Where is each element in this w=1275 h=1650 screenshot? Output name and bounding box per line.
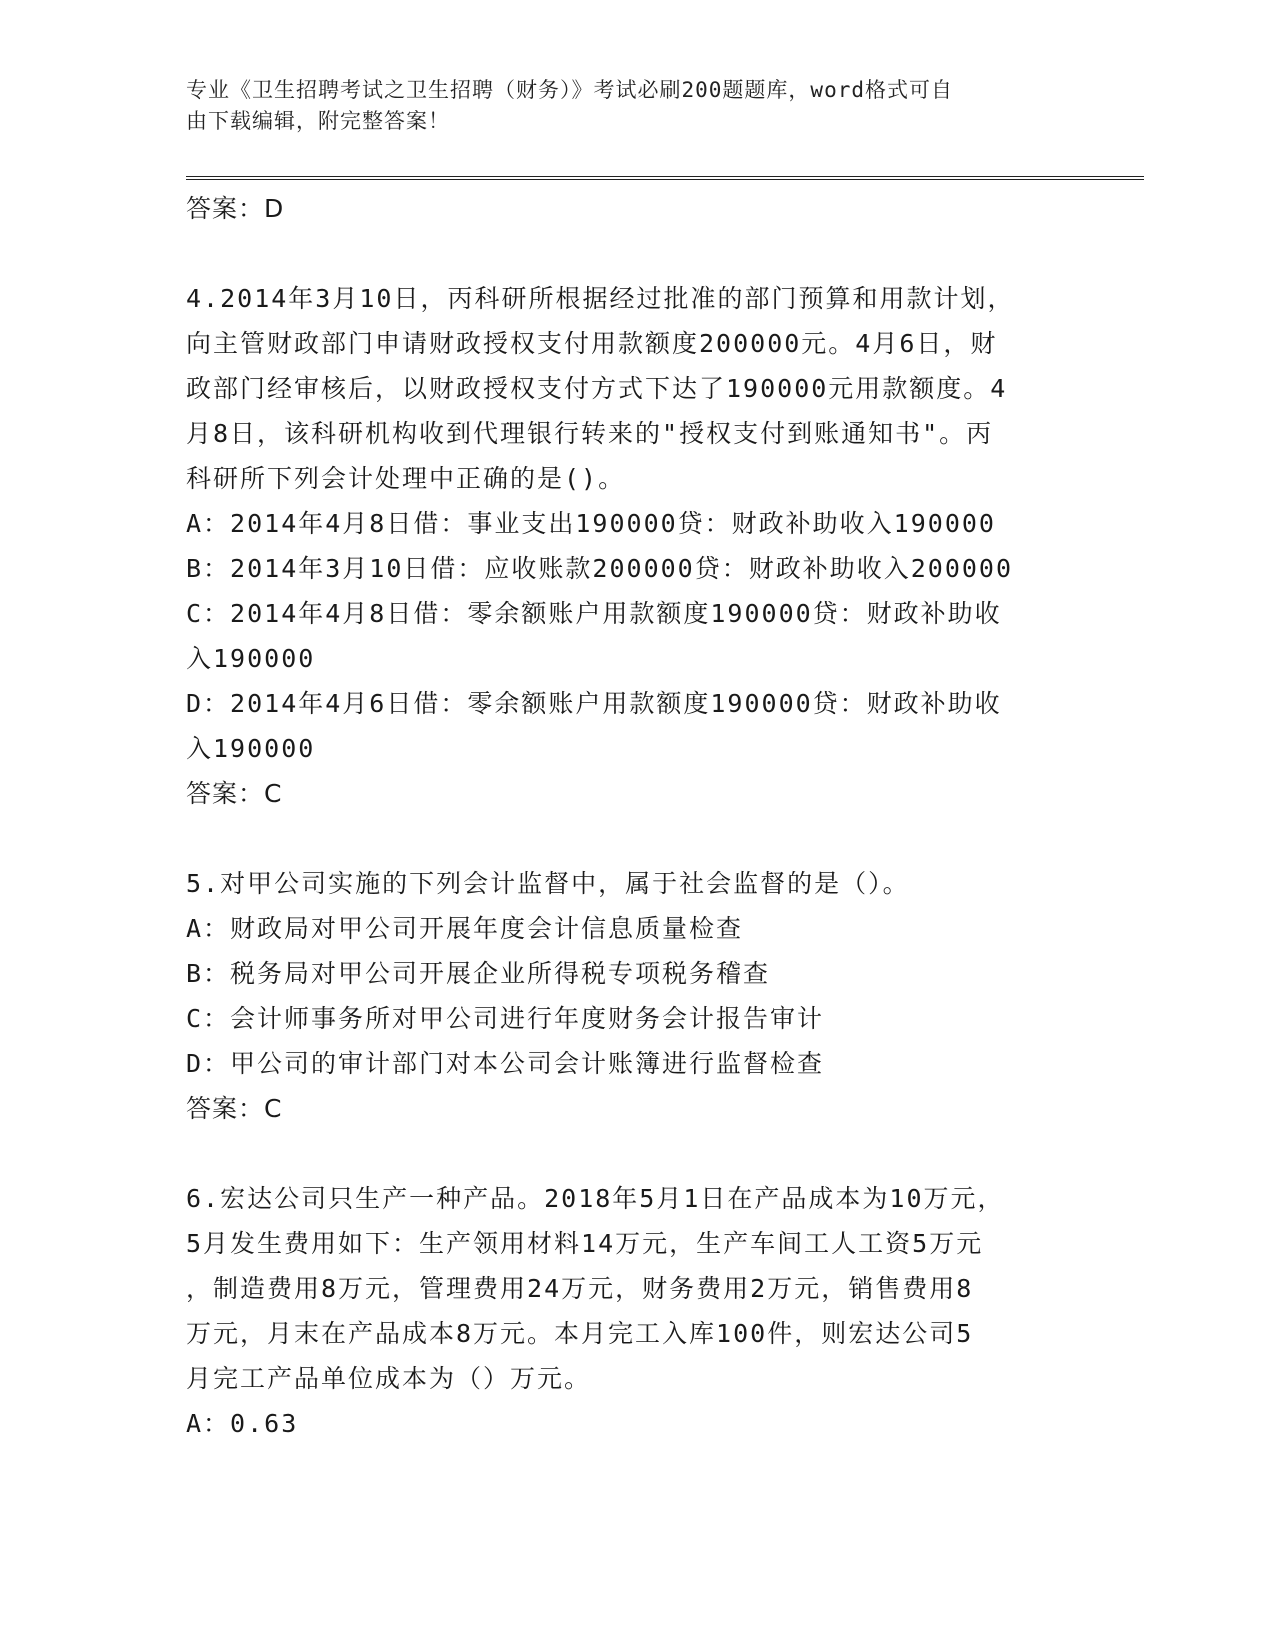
question-5-answer: 答案：C [186, 1094, 283, 1123]
question-4-option-a: A：2014年4月8日借：事业支出190000贷：财政补助收入190000 [186, 509, 996, 538]
answer-previous: 答案：D [186, 194, 285, 223]
question-4-stem-line: 月8日，该科研机构收到代理银行转来的"授权支付到账通知书"。丙 [186, 419, 994, 448]
question-6-stem-line: 月完工产品单位成本为（）万元。 [186, 1364, 592, 1393]
question-content [186, 186, 1056, 1446]
question-5-option-b: B：税务局对甲公司开展企业所得税专项税务稽查 [186, 959, 771, 988]
question-4-answer: 答案：C [186, 779, 283, 808]
question-4-option-d: D：2014年4月6日借：零余额账户用款额度190000贷：财政补助收 [186, 689, 1002, 718]
question-4-stem-line: 向主管财政部门申请财政授权支付用款额度200000元。4月6日，财 [186, 329, 998, 358]
question-4-stem-line: 4.2014年3月10日，丙科研所根据经过批准的部门预算和用款计划， [186, 284, 1015, 313]
question-4-option-c: C：2014年4月8日借：零余额账户用款额度190000贷：财政补助收 [186, 599, 1002, 628]
question-5 [186, 861, 1056, 1131]
spacer [186, 1131, 1056, 1176]
header-line-1: 专业《卫生招聘考试之卫生招聘（财务）》考试必刷200题题库，word格式可自 [186, 78, 953, 102]
header-divider [186, 176, 1144, 180]
question-4-option-d-cont: 入190000 [186, 734, 316, 763]
spacer [186, 816, 1056, 861]
question-5-option-c: C：会计师事务所对甲公司进行年度财务会计报告审计 [186, 1004, 825, 1033]
question-4-stem-line: 科研所下列会计处理中正确的是()。 [186, 464, 626, 493]
question-4-option-b: B：2014年3月10日借：应收账款200000贷：财政补助收入200000 [186, 554, 1014, 583]
question-6-stem-line: 万元，月末在产品成本8万元。本月完工入库100件，则宏达公司5 [186, 1319, 974, 1348]
question-6-stem-line: 5月发生费用如下：生产领用材料14万元，生产车间工人工资5万元 [186, 1229, 984, 1258]
page-header [186, 75, 1066, 137]
question-5-stem-line: 5.对甲公司实施的下列会计监督中，属于社会监督的是（）。 [186, 869, 910, 898]
question-4-stem-line: 政部门经审核后，以财政授权支付方式下达了190000元用款额度。4 [186, 374, 1008, 403]
question-6-stem-line: 6.宏达公司只生产一种产品。2018年5月1日在产品成本为10万元， [186, 1184, 1005, 1213]
spacer [186, 231, 1056, 276]
question-4 [186, 276, 1056, 816]
question-6-option-a: A：0.63 [186, 1409, 299, 1438]
header-line-2: 由下载编辑，附完整答案！ [186, 109, 450, 133]
question-6-stem-line: ，制造费用8万元，管理费用24万元，财务费用2万元，销售费用8 [186, 1274, 974, 1303]
question-5-option-a: A：财政局对甲公司开展年度会计信息质量检查 [186, 914, 744, 943]
question-4-option-c-cont: 入190000 [186, 644, 316, 673]
question-5-option-d: D：甲公司的审计部门对本公司会计账簿进行监督检查 [186, 1049, 825, 1078]
question-6 [186, 1176, 1056, 1446]
